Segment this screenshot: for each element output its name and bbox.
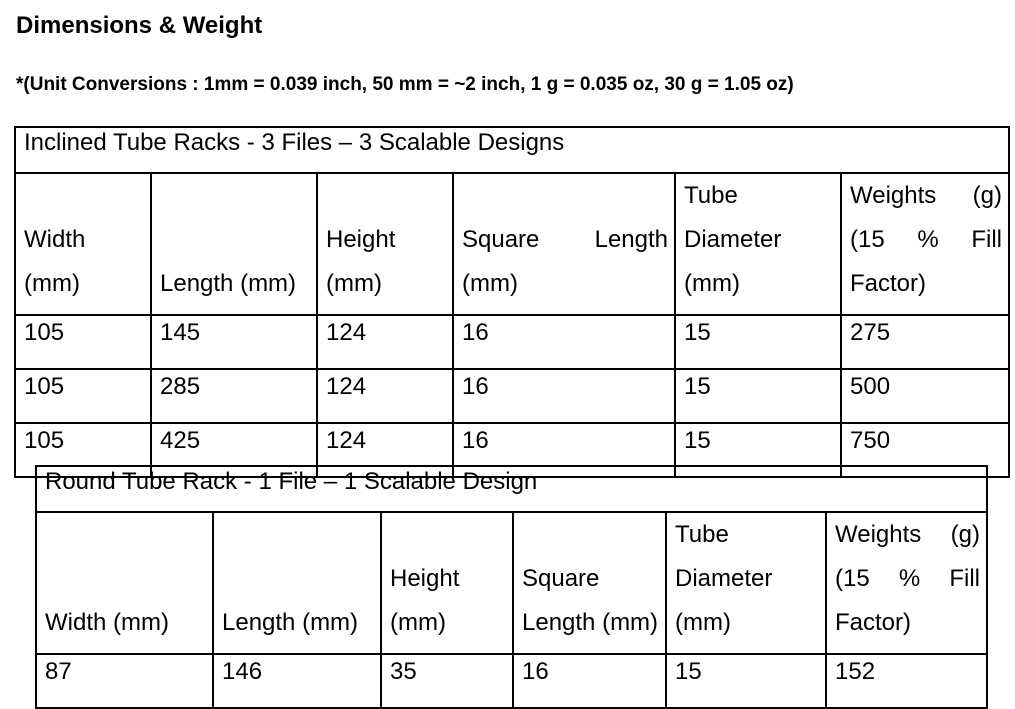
header-width: Width (mm) [15,173,151,315]
header-height: Height (mm) [317,173,453,315]
cell-weight: 500 [841,369,1009,423]
unit-conversion-note: *(Unit Conversions : 1mm = 0.039 inch, 50 mm = ~2 inch, 1 g = 0.035 oz, 30 g = 1.05 oz) [16,74,794,95]
cell-width: 105 [15,315,151,369]
table-row [15,369,1009,423]
header-length: Length (mm) [151,173,317,315]
table-row [15,315,1009,369]
page-title: Dimensions & Weight [16,12,263,39]
header-height: Height (mm) [381,512,513,654]
cell-square-length: 16 [453,369,675,423]
cell-length: 145 [151,315,317,369]
cell-tube-diameter: 15 [666,654,826,708]
cell-length: 425 [151,423,317,477]
cell-weight: 275 [841,315,1009,369]
cell-tube-diameter: 15 [675,315,841,369]
cell-width: 87 [36,654,213,708]
cell-square-length: 16 [453,315,675,369]
cell-length: 285 [151,369,317,423]
table-caption: Inclined Tube Racks - 3 Files – 3 Scalable Designs [15,127,1009,173]
header-weights: Weights (g) (15 % Fill Factor) [841,173,1009,315]
header-width: Width (mm) [36,512,213,654]
table-caption: Round Tube Rack - 1 File – 1 Scalable Design [36,466,987,512]
header-length: Length (mm) [213,512,381,654]
cell-square-length: 16 [453,423,675,477]
cell-height: 124 [317,315,453,369]
cell-height: 124 [317,369,453,423]
inclined-tube-racks-table [14,126,1010,478]
cell-length: 146 [213,654,381,708]
header-tube-diameter: Tube Diameter (mm) [666,512,826,654]
header-tube-diameter: Tube Diameter (mm) [675,173,841,315]
cell-tube-diameter: 15 [675,369,841,423]
table-row [36,654,987,708]
cell-weight: 750 [841,423,1009,477]
cell-width: 105 [15,369,151,423]
header-square-length: Square Length (mm) [513,512,666,654]
header-square-length: Square Length (mm) [453,173,675,315]
header-weights: Weights (g) (15 % Fill Factor) [826,512,987,654]
cell-weight: 152 [826,654,987,708]
cell-height: 35 [381,654,513,708]
cell-square-length: 16 [513,654,666,708]
cell-tube-diameter: 15 [675,423,841,477]
round-tube-rack-table [35,465,988,709]
cell-width: 105 [15,423,151,477]
cell-height: 124 [317,423,453,477]
